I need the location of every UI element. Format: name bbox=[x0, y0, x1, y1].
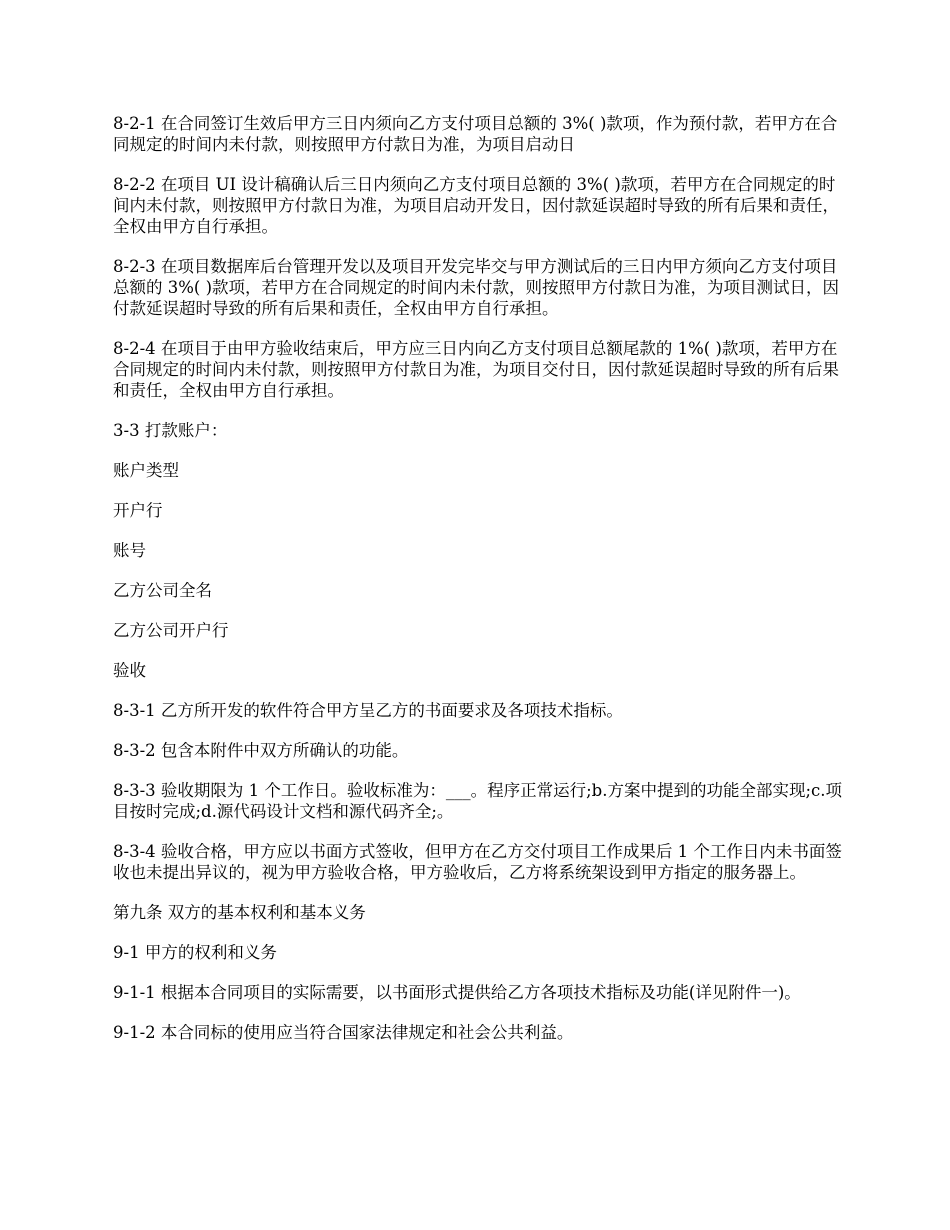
clause-8-2-3: 8-2-3 在项目数据库后台管理开发以及项目开发完毕交与甲方测试后的三日内甲方须向乙方支付项目总额的 3%( )款项，若甲方在合同规定的时间内未付款，则按照甲方付款日为准，为项目测试日，因付款延误超时导致的所有后果和责任，全权由甲方自行承担。 bbox=[113, 257, 840, 318]
clause-8-3-1: 8-3-1 乙方所开发的软件符合甲方呈乙方的书面要求及各项技术指标。 bbox=[113, 701, 623, 720]
clause-9-1-2: 9-1-2 本合同标的使用应当符合国家法律规定和社会公共利益。 bbox=[113, 1023, 574, 1042]
acceptance-heading: 验收 bbox=[113, 661, 146, 680]
clause-8-2-1: 8-2-1 在合同签订生效后甲方三日内须向乙方支付项目总额的 3%( )款项，作为预付款，若甲方在合同规定的时间内未付款，则按照甲方付款日为准，为项目启动日 bbox=[113, 114, 838, 154]
clause-8-2-4: 8-2-4 在项目于由甲方验收结束后，甲方应三日内向乙方支付项目总额尾款的 1%( )款项，若甲方在合同规定的时间内未付款，则按照甲方付款日为准，为项目交付日，因付款延误超时导致的所有后果和责任，全权由甲方自行承担。 bbox=[113, 339, 839, 400]
clause-8-2-2: 8-2-2 在项目 UI 设计稿确认后三日内须向乙方支付项目总额的 3%( )款项，若甲方在合同规定的时间内未付款，则按照甲方付款日为准，为项目启动开发日，因付款延误超时导致的所有后果和责任，全权由甲方自行承担。 bbox=[113, 175, 839, 236]
bank-label: 开户行 bbox=[113, 501, 163, 520]
clause-9-1-1: 9-1-1 根据本合同项目的实际需要，以书面形式提供给乙方各项技术指标及功能(详见附件一)。 bbox=[113, 983, 801, 1002]
clause-8-3-4: 8-3-4 验收合格，甲方应以书面方式签收，但甲方在乙方交付项目工作成果后 1 个工作日内未书面签收也未提出异议的，视为甲方验收合格，甲方验收后，乙方将系统架设到甲方指定的服务器上。 bbox=[113, 842, 842, 882]
clause-8-3-3: 8-3-3 验收期限为 1 个工作日。验收标准为：___。程序正常运行;b.方案中提到的功能全部实现;c.项目按时完成;d.源代码设计文档和源代码齐全;。 bbox=[113, 781, 843, 821]
company-name-label: 乙方公司全名 bbox=[113, 581, 212, 600]
account-type-label: 账户类型 bbox=[113, 461, 179, 480]
account-number-label: 账号 bbox=[113, 541, 146, 560]
section-9-1-heading: 9-1 甲方的权利和义务 bbox=[113, 943, 277, 962]
company-bank-label: 乙方公司开户行 bbox=[113, 621, 229, 640]
document-body bbox=[113, 113, 843, 1062]
payment-account-heading: 3-3 打款账户： bbox=[113, 421, 228, 440]
article-9-heading: 第九条 双方的基本权利和基本义务 bbox=[113, 903, 366, 922]
clause-8-3-2: 8-3-2 包含本附件中双方所确认的功能。 bbox=[113, 741, 409, 760]
